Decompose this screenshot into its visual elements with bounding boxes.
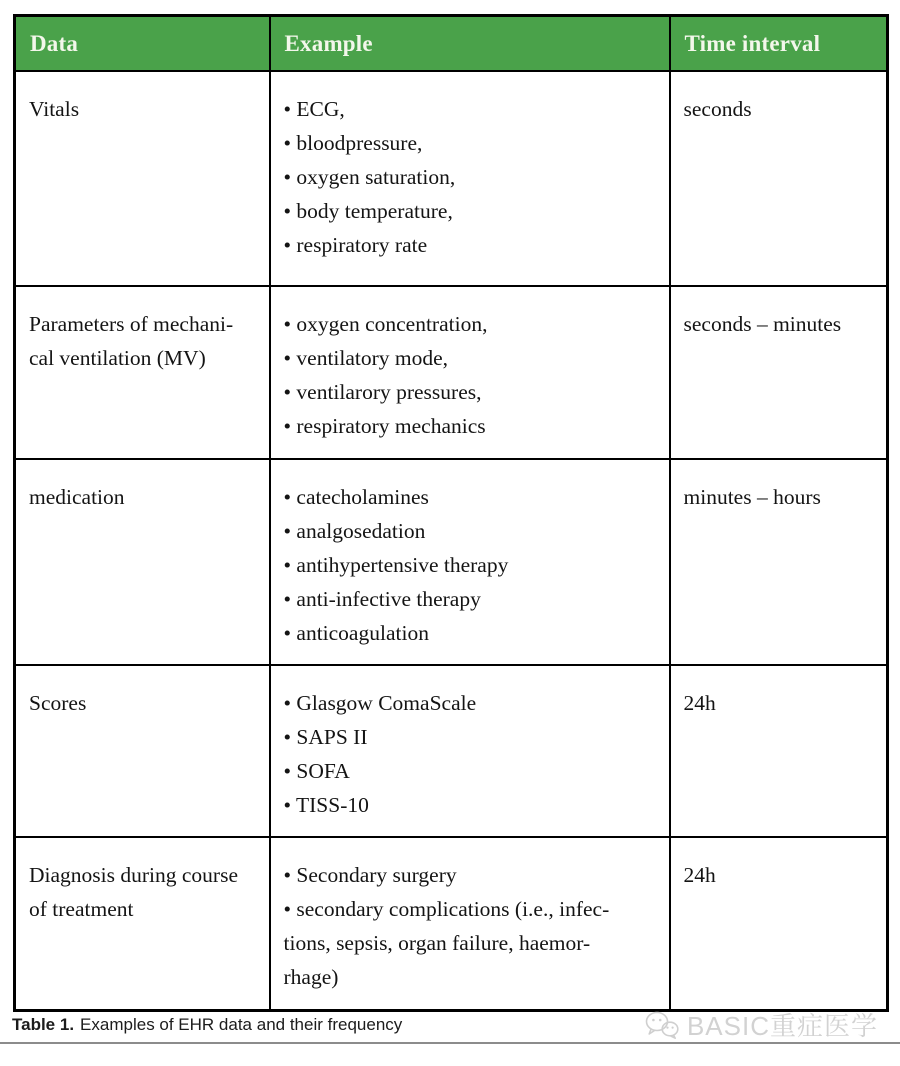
example-cell — [270, 71, 670, 286]
table-row — [15, 459, 888, 665]
example-cell — [270, 665, 670, 837]
header-cell-data: Data — [15, 16, 270, 72]
table-header — [15, 16, 888, 72]
cell-line: • ventilatory mode, — [283, 346, 449, 370]
caption-label: Table 1. — [12, 1015, 75, 1034]
ehr-data-table — [13, 14, 889, 1012]
cell-line: • anticoagulation — [283, 621, 429, 645]
table-row — [15, 665, 888, 837]
watermark-text: BASIC重症医学 — [686, 1011, 878, 1041]
table-caption — [12, 1015, 402, 1035]
table-body — [15, 71, 888, 1010]
data-cell — [15, 286, 270, 459]
caption-rule — [0, 1042, 900, 1044]
cell-line: • ventilarory pressures, — [283, 380, 482, 404]
time-interval-cell — [670, 665, 888, 837]
cell-line: • Glasgow ComaScale — [283, 691, 477, 715]
wechat-icon — [644, 1010, 680, 1040]
cell-line: • body temperature, — [283, 199, 453, 223]
table-row — [15, 837, 888, 1010]
cell-line: • antihypertensive therapy — [283, 553, 509, 577]
cell-line: • bloodpressure, — [283, 131, 423, 155]
data-cell — [15, 837, 270, 1010]
cell-line: • analgosedation — [283, 519, 426, 543]
cell-line: Scores — [29, 691, 87, 715]
cell-line: medication — [29, 485, 125, 509]
cell-line: Vitals — [29, 97, 80, 121]
cell-line: • respiratory mechanics — [283, 414, 486, 438]
header-cell-time-interval: Time interval — [670, 16, 888, 72]
example-cell — [270, 459, 670, 665]
cell-line: 24h — [683, 863, 716, 887]
cell-line: tions, sepsis, organ failure, haemor- — [283, 931, 591, 955]
time-interval-cell — [670, 71, 888, 286]
time-interval-cell — [670, 459, 888, 665]
cell-line: • catecholamines — [283, 485, 429, 509]
cell-line: rhage) — [283, 965, 339, 989]
cell-line: cal ventilation (MV) — [29, 346, 206, 370]
table-row — [15, 71, 888, 286]
cell-line: • secondary complications (i.e., infec- — [283, 897, 610, 921]
example-cell — [270, 286, 670, 459]
cell-line: of treatment — [29, 897, 134, 921]
example-cell — [270, 837, 670, 1010]
caption-text: Examples of EHR data and their frequency — [80, 1015, 403, 1034]
cell-line: Parameters of mechani- — [29, 312, 234, 336]
cell-line: • TISS-10 — [283, 793, 369, 817]
time-interval-cell — [670, 286, 888, 459]
cell-line: • ECG, — [283, 97, 345, 121]
cell-line: Diagnosis during course — [29, 863, 238, 887]
data-cell — [15, 459, 270, 665]
time-interval-cell — [670, 837, 888, 1010]
cell-line: seconds — [683, 97, 752, 121]
data-cell — [15, 665, 270, 837]
header-row — [15, 16, 888, 72]
cell-line: • anti-infective therapy — [283, 587, 481, 611]
cell-line: seconds – minutes — [683, 312, 842, 336]
cell-line: • SAPS II — [283, 725, 368, 749]
cell-line: • SOFA — [283, 759, 350, 783]
cell-line: • respiratory rate — [283, 233, 428, 257]
footer — [0, 1010, 900, 1066]
cell-line: • oxygen concentration, — [283, 312, 488, 336]
cell-line: • oxygen saturation, — [283, 165, 456, 189]
header-cell-example: Example — [270, 16, 670, 72]
cell-line: • Secondary surgery — [283, 863, 457, 887]
cell-line: 24h — [683, 691, 716, 715]
watermark — [644, 1006, 878, 1043]
cell-line: minutes – hours — [683, 485, 821, 509]
table-row — [15, 286, 888, 459]
data-cell — [15, 71, 270, 286]
